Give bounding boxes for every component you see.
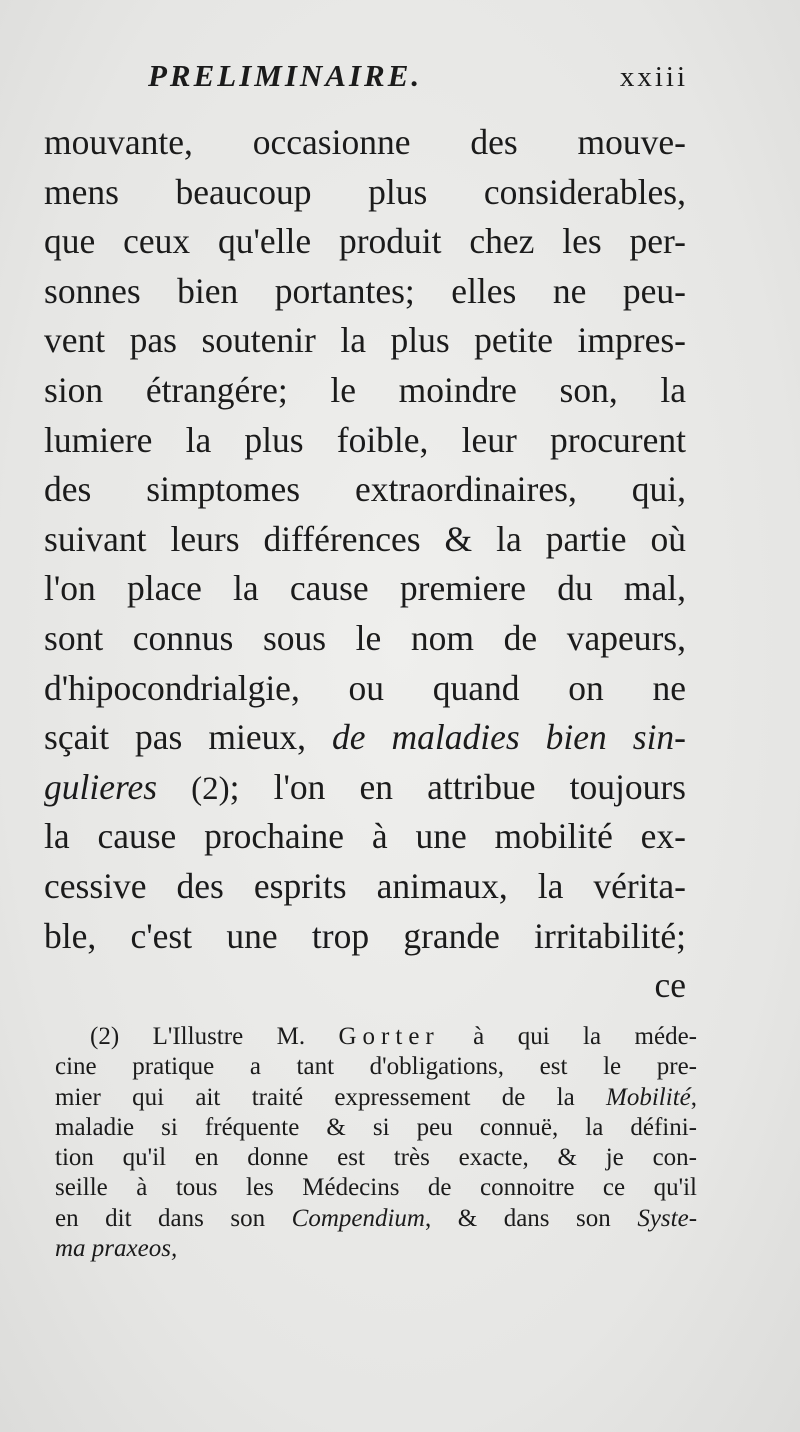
running-head: [148, 58, 688, 98]
italic-phrase: de maladies bien sin-: [331, 717, 687, 758]
italic-title: Syste-: [637, 1204, 698, 1232]
footnote-line: [55, 1083, 697, 1113]
text-segment: sçait pas mieux,: [44, 717, 306, 758]
running-head-title: PRELIMINAIRE.: [148, 58, 423, 93]
text-line: que ceux qu'elle produit chez les per-: [44, 221, 686, 262]
main-text: [44, 118, 686, 1011]
text-line: des simptomes extraordinaires, qui,: [44, 469, 686, 510]
text-segment: , & dans son: [424, 1204, 611, 1232]
footnote-line: maladie si fréquente & si peu connuë, la défini-: [55, 1113, 697, 1141]
text-segment: L'Illustre M.: [152, 1023, 306, 1050]
footnote-line: tion qu'il en donne est très exacte, & je con-: [55, 1144, 697, 1172]
page-number: xxiii: [619, 61, 688, 93]
text-line: l'on place la cause premiere du mal,: [44, 568, 686, 609]
text-segment: à qui la méde-: [473, 1023, 697, 1050]
text-line: mouvante, occasionne des mouve-: [44, 122, 686, 162]
footnote: [55, 1022, 697, 1264]
text-line: lumiere la plus foible, leur procurent: [44, 419, 686, 460]
text-line: sion étrangére; le moindre son, la: [44, 369, 686, 410]
text-line: mens beaucoup plus considerables,: [44, 171, 686, 212]
text-line: sont connus sous le nom de vapeurs,: [44, 617, 686, 658]
footnote-line: [55, 1234, 697, 1264]
italic-title: ma praxeos,: [55, 1235, 178, 1263]
footnote-line: cine pratique a tant d'obligations, est le pre-: [55, 1053, 697, 1081]
text-line: cessive des esprits animaux, la vérita-: [44, 865, 686, 906]
text-line: suivant leurs différences & la partie où: [44, 518, 686, 559]
italic-term: Mobilité: [606, 1083, 691, 1111]
text-line: la cause prochaine à une mobilité ex-: [44, 816, 686, 857]
text-segment: ; l'on en attribue toujours: [229, 766, 686, 807]
footnote-line: seille à tous les Médecins de connoitre ce qu'il: [55, 1174, 697, 1202]
text-line: d'hipocondrialgie, ou quand on ne: [44, 667, 686, 708]
footnote-line: [55, 1022, 697, 1052]
text-line: ble, c'est une trop grande irritabilité;: [44, 915, 686, 956]
footnote-marker: (2): [90, 1023, 120, 1050]
italic-phrase: gulieres: [44, 766, 158, 807]
author-name: Gorter: [338, 1023, 440, 1050]
footnote-reference: (2): [191, 770, 230, 807]
text-segment: mier qui ait traité expressement de la: [55, 1083, 575, 1111]
text-segment: en dit dans son: [55, 1204, 266, 1232]
footnote-line: [55, 1204, 697, 1234]
text-segment: ,: [690, 1083, 697, 1111]
text-line: [44, 763, 686, 813]
text-line: sonnes bien portantes; elles ne peu-: [44, 270, 686, 311]
text-line: vent pas soutenir la plus petite impres-: [44, 320, 686, 361]
text-line: [44, 713, 686, 763]
italic-title: Compendium: [291, 1204, 425, 1232]
catchword: ce: [654, 965, 686, 1006]
